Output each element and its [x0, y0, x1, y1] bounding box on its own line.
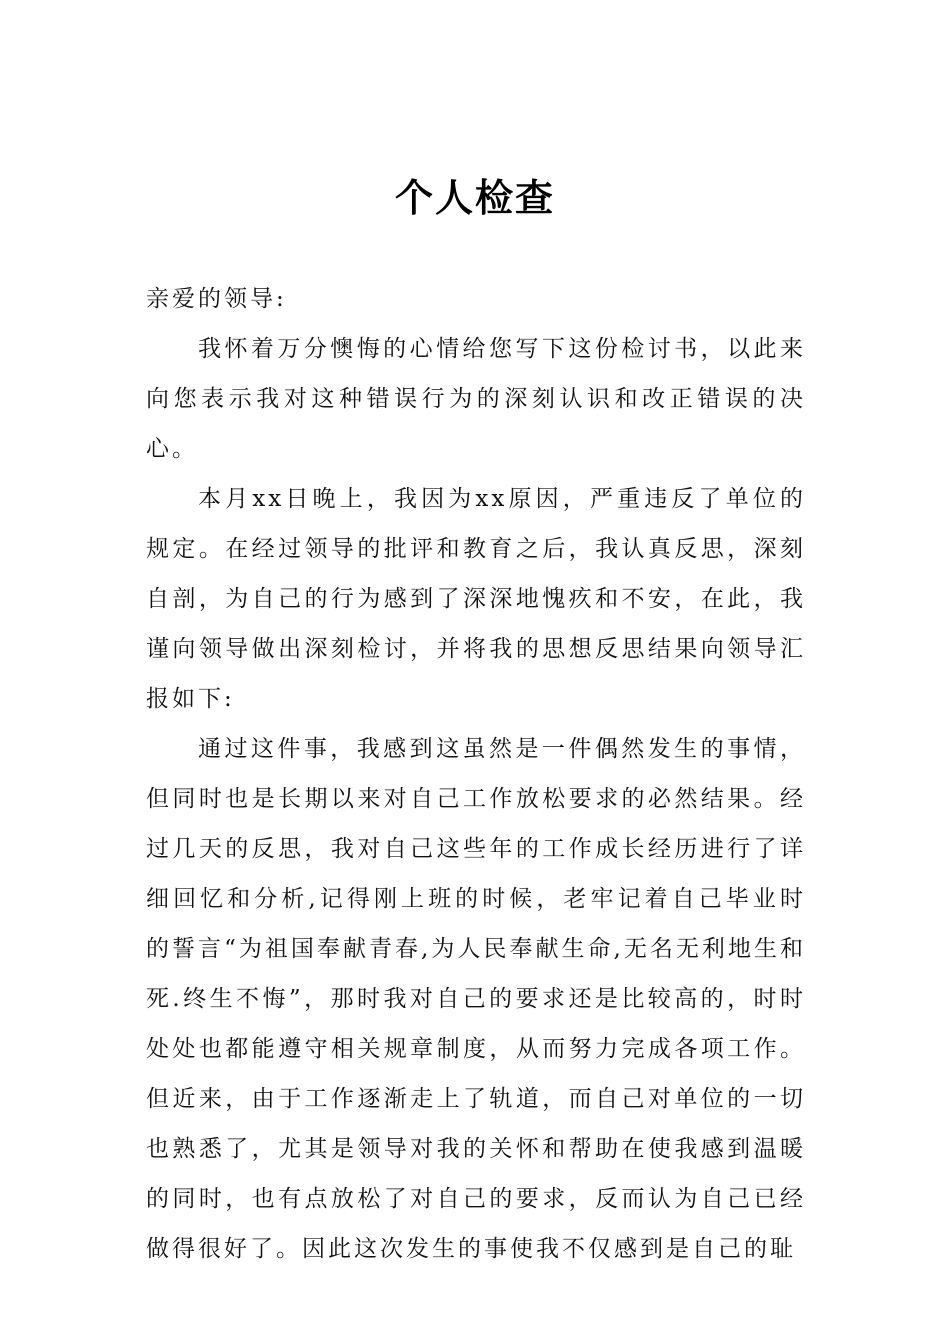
paragraph-3: 通过这件事，我感到这虽然是一件偶然发生的事情，但同时也是长期以来对自己工作放松要求的必然结果。经过几天的反思，我对自己这些年的工作成长经历进行了详细回忆和分析,记得刚上班的时候，老牢记着自己毕业时的誓言“为祖国奉献青春,为人民奉献生命,无名无利地生和死.终生不悔”，那时我对自己的要求还是比较高的，时时处处也都能遵守相关规章制度，从而努力完成各项工作。但近来，由于工作逐渐走上了轨道，而自己对单位的一切也熟悉了，尤其是领导对我的关怀和帮助在使我感到温暖的同时，也有点放松了对自己的要求，反而认为自己已经做得很好了。因此这次发生的事使我不仅感到是自己的耻 — [146, 736, 806, 1262]
document-title: 个人检查 — [394, 175, 555, 220]
paragraph-2: 本月xx日晚上，我因为xx原因，严重违反了单位的规定。在经过领导的批评和教育之后，我认真反思，深刻自剖，为自己的行为感到了深深地愧疚和不安，在此，我谨向领导做出深刻检讨，并将我的思想反思结果向领导汇报如下: — [146, 486, 806, 712]
salutation: 亲爱的领导: — [146, 286, 287, 312]
document-body — [146, 274, 806, 1274]
paragraph-1: 我怀着万分懊悔的心情给您写下这份检讨书，以此来向您表示我对这种错误行为的深刻认识和改正错误的决心。 — [146, 336, 806, 462]
